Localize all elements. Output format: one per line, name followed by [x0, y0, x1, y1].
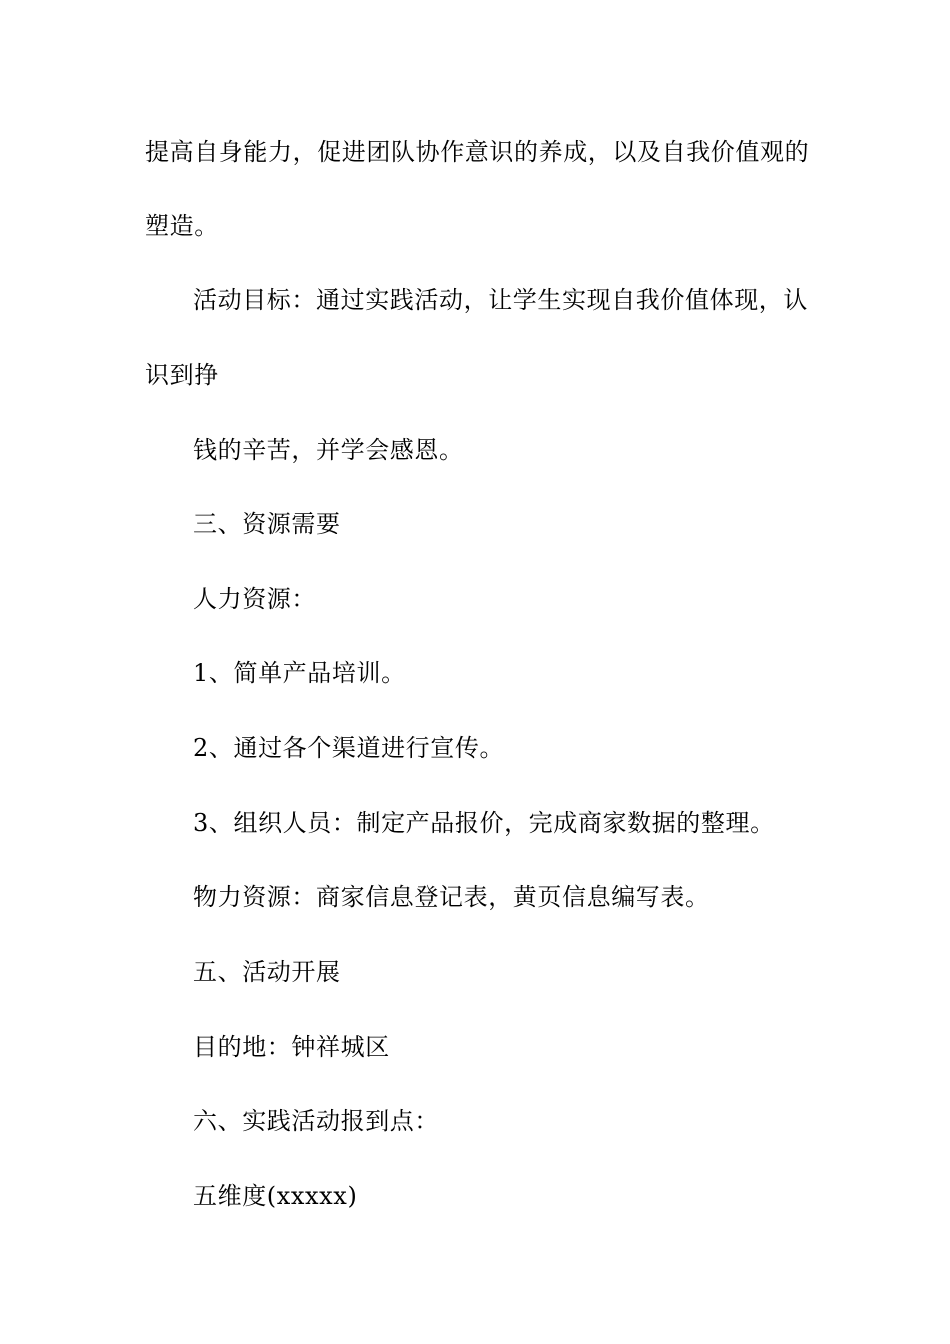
section-heading: 三、资源需要	[193, 510, 341, 538]
paragraph-line: 人力资源：	[193, 585, 316, 613]
paragraph-line: 活动目标：通过实践活动，让学生实现自我价值体现，认	[193, 286, 808, 314]
list-item: 1、简单产品培训。	[193, 659, 406, 687]
paragraph-line: 目的地：钟祥城区	[193, 1033, 390, 1061]
paragraph-line: 物力资源：商家信息登记表，黄页信息编写表。	[193, 883, 710, 911]
list-item: 2、通过各个渠道进行宣传。	[193, 734, 505, 762]
section-heading: 六、实践活动报到点：	[193, 1107, 439, 1135]
list-item: 3、组织人员：制定产品报价，完成商家数据的整理。	[193, 809, 775, 837]
section-heading: 五、活动开展	[193, 958, 341, 986]
paragraph-line: 提高自身能力，促进团队协作意识的养成，以及自我价值观的	[145, 138, 810, 166]
paragraph-line: 钱的辛苦，并学会感恩。	[193, 436, 464, 464]
paragraph-line: 五维度(xxxxx)	[193, 1182, 358, 1210]
paragraph-line: 识到挣	[145, 361, 219, 389]
paragraph-line: 塑造。	[145, 212, 219, 240]
